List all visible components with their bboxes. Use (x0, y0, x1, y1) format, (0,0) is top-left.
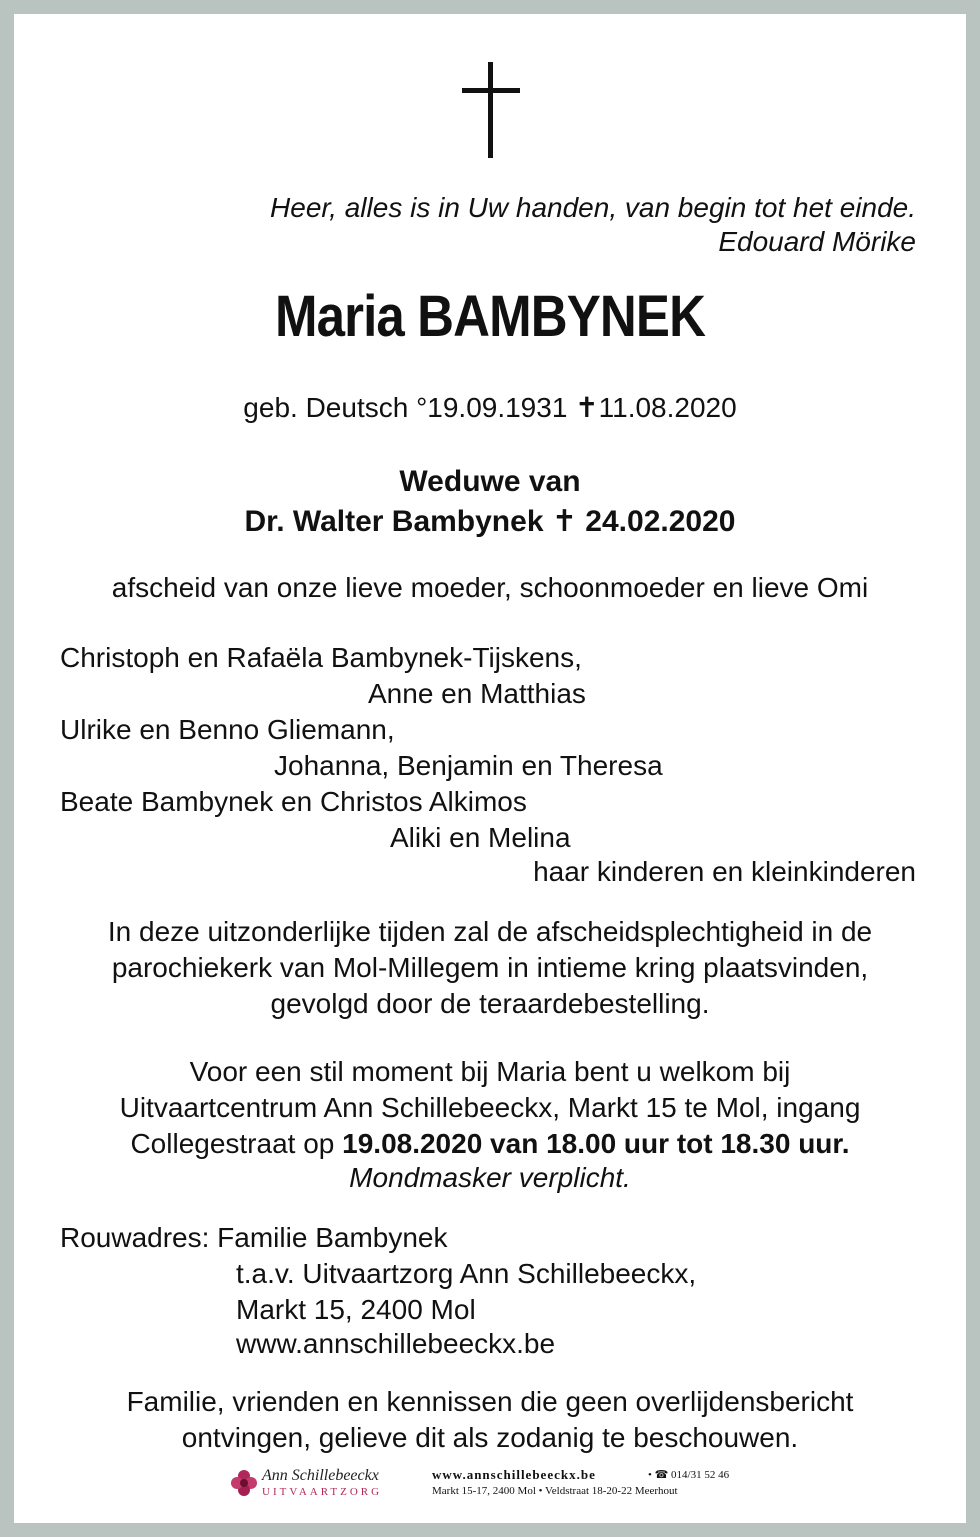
ceremony-line: In deze uitzonderlijke tijden zal de afscheidsplechtigheid in de (107, 916, 873, 947)
widow-label: Weduwe van (399, 465, 581, 498)
mask-note: Mondmasker verplicht. (349, 1162, 631, 1193)
ceremony-line: gevolgd door de teraardebestelling. (270, 988, 710, 1019)
family-line: Johanna, Benjamin en Theresa (274, 750, 663, 781)
closing-line: ontvingen, gelieve dit als zodanig te beschouwen. (181, 1422, 799, 1453)
address-line: t.a.v. Uitvaartzorg Ann Schillebeeckx, (236, 1258, 697, 1289)
quote-author: Edouard Mörike (718, 226, 916, 257)
family-line: Beate Bambynek en Christos Alkimos (60, 786, 527, 817)
ceremony-line: parochiekerk van Mol-Millegem in intieme kring plaatsvinden, (111, 952, 869, 983)
visit-prefix: Collegestraat op (130, 1128, 343, 1159)
quote-text: Heer, alles is in Uw handen, van begin tot het einde. (270, 192, 916, 223)
family-line: Christoph en Rafaëla Bambynek-Tijskens, (60, 642, 582, 673)
farewell-line: afscheid van onze lieve moeder, schoonmoeder en lieve Omi (111, 572, 869, 603)
address-line: Markt 15, 2400 Mol (236, 1294, 476, 1325)
family-line: Anne en Matthias (368, 678, 586, 709)
family-line: haar kinderen en kleinkinderen (533, 856, 916, 887)
visit-line: Voor een stil moment bij Maria bent u welkom bij (189, 1056, 791, 1087)
footer-address: Markt 15-17, 2400 Mol • Veldstraat 18-20-22 Meerhout (432, 1485, 678, 1497)
family-line: Aliki en Melina (390, 822, 571, 853)
funeral-home-subtitle: UITVAARTZORG (262, 1486, 383, 1498)
footer-phone: • ☎ 014/31 52 46 (648, 1469, 730, 1481)
visit-date-line (0, 1126, 980, 1162)
funeral-home-footer (230, 1465, 770, 1505)
birth-death-dates: geb. Deutsch °19.09.1931 ✝11.08.2020 (243, 392, 737, 423)
flower-logo-icon (230, 1469, 258, 1497)
address-website: www.annschillebeeckx.be (236, 1328, 556, 1359)
visit-datetime: 19.08.2020 van 18.00 uur tot 18.30 uur. (342, 1128, 850, 1159)
visit-line: Uitvaartcentrum Ann Schillebeeckx, Markt 15 te Mol, ingang (119, 1092, 861, 1123)
footer-website: www.annschillebeeckx.be (432, 1467, 596, 1482)
deceased-name: Maria BAMBYNEK (274, 284, 706, 349)
closing-line: Familie, vrienden en kennissen die geen overlijdensbericht (126, 1386, 854, 1417)
spouse-name: Dr. Walter Bambynek ✝ 24.02.2020 (244, 505, 736, 538)
family-line: Ulrike en Benno Gliemann, (60, 714, 395, 745)
funeral-home-name: Ann Schillebeeckx (262, 1467, 379, 1484)
address-label: Rouwadres: Familie Bambynek (60, 1222, 448, 1253)
cross-icon (462, 62, 520, 158)
